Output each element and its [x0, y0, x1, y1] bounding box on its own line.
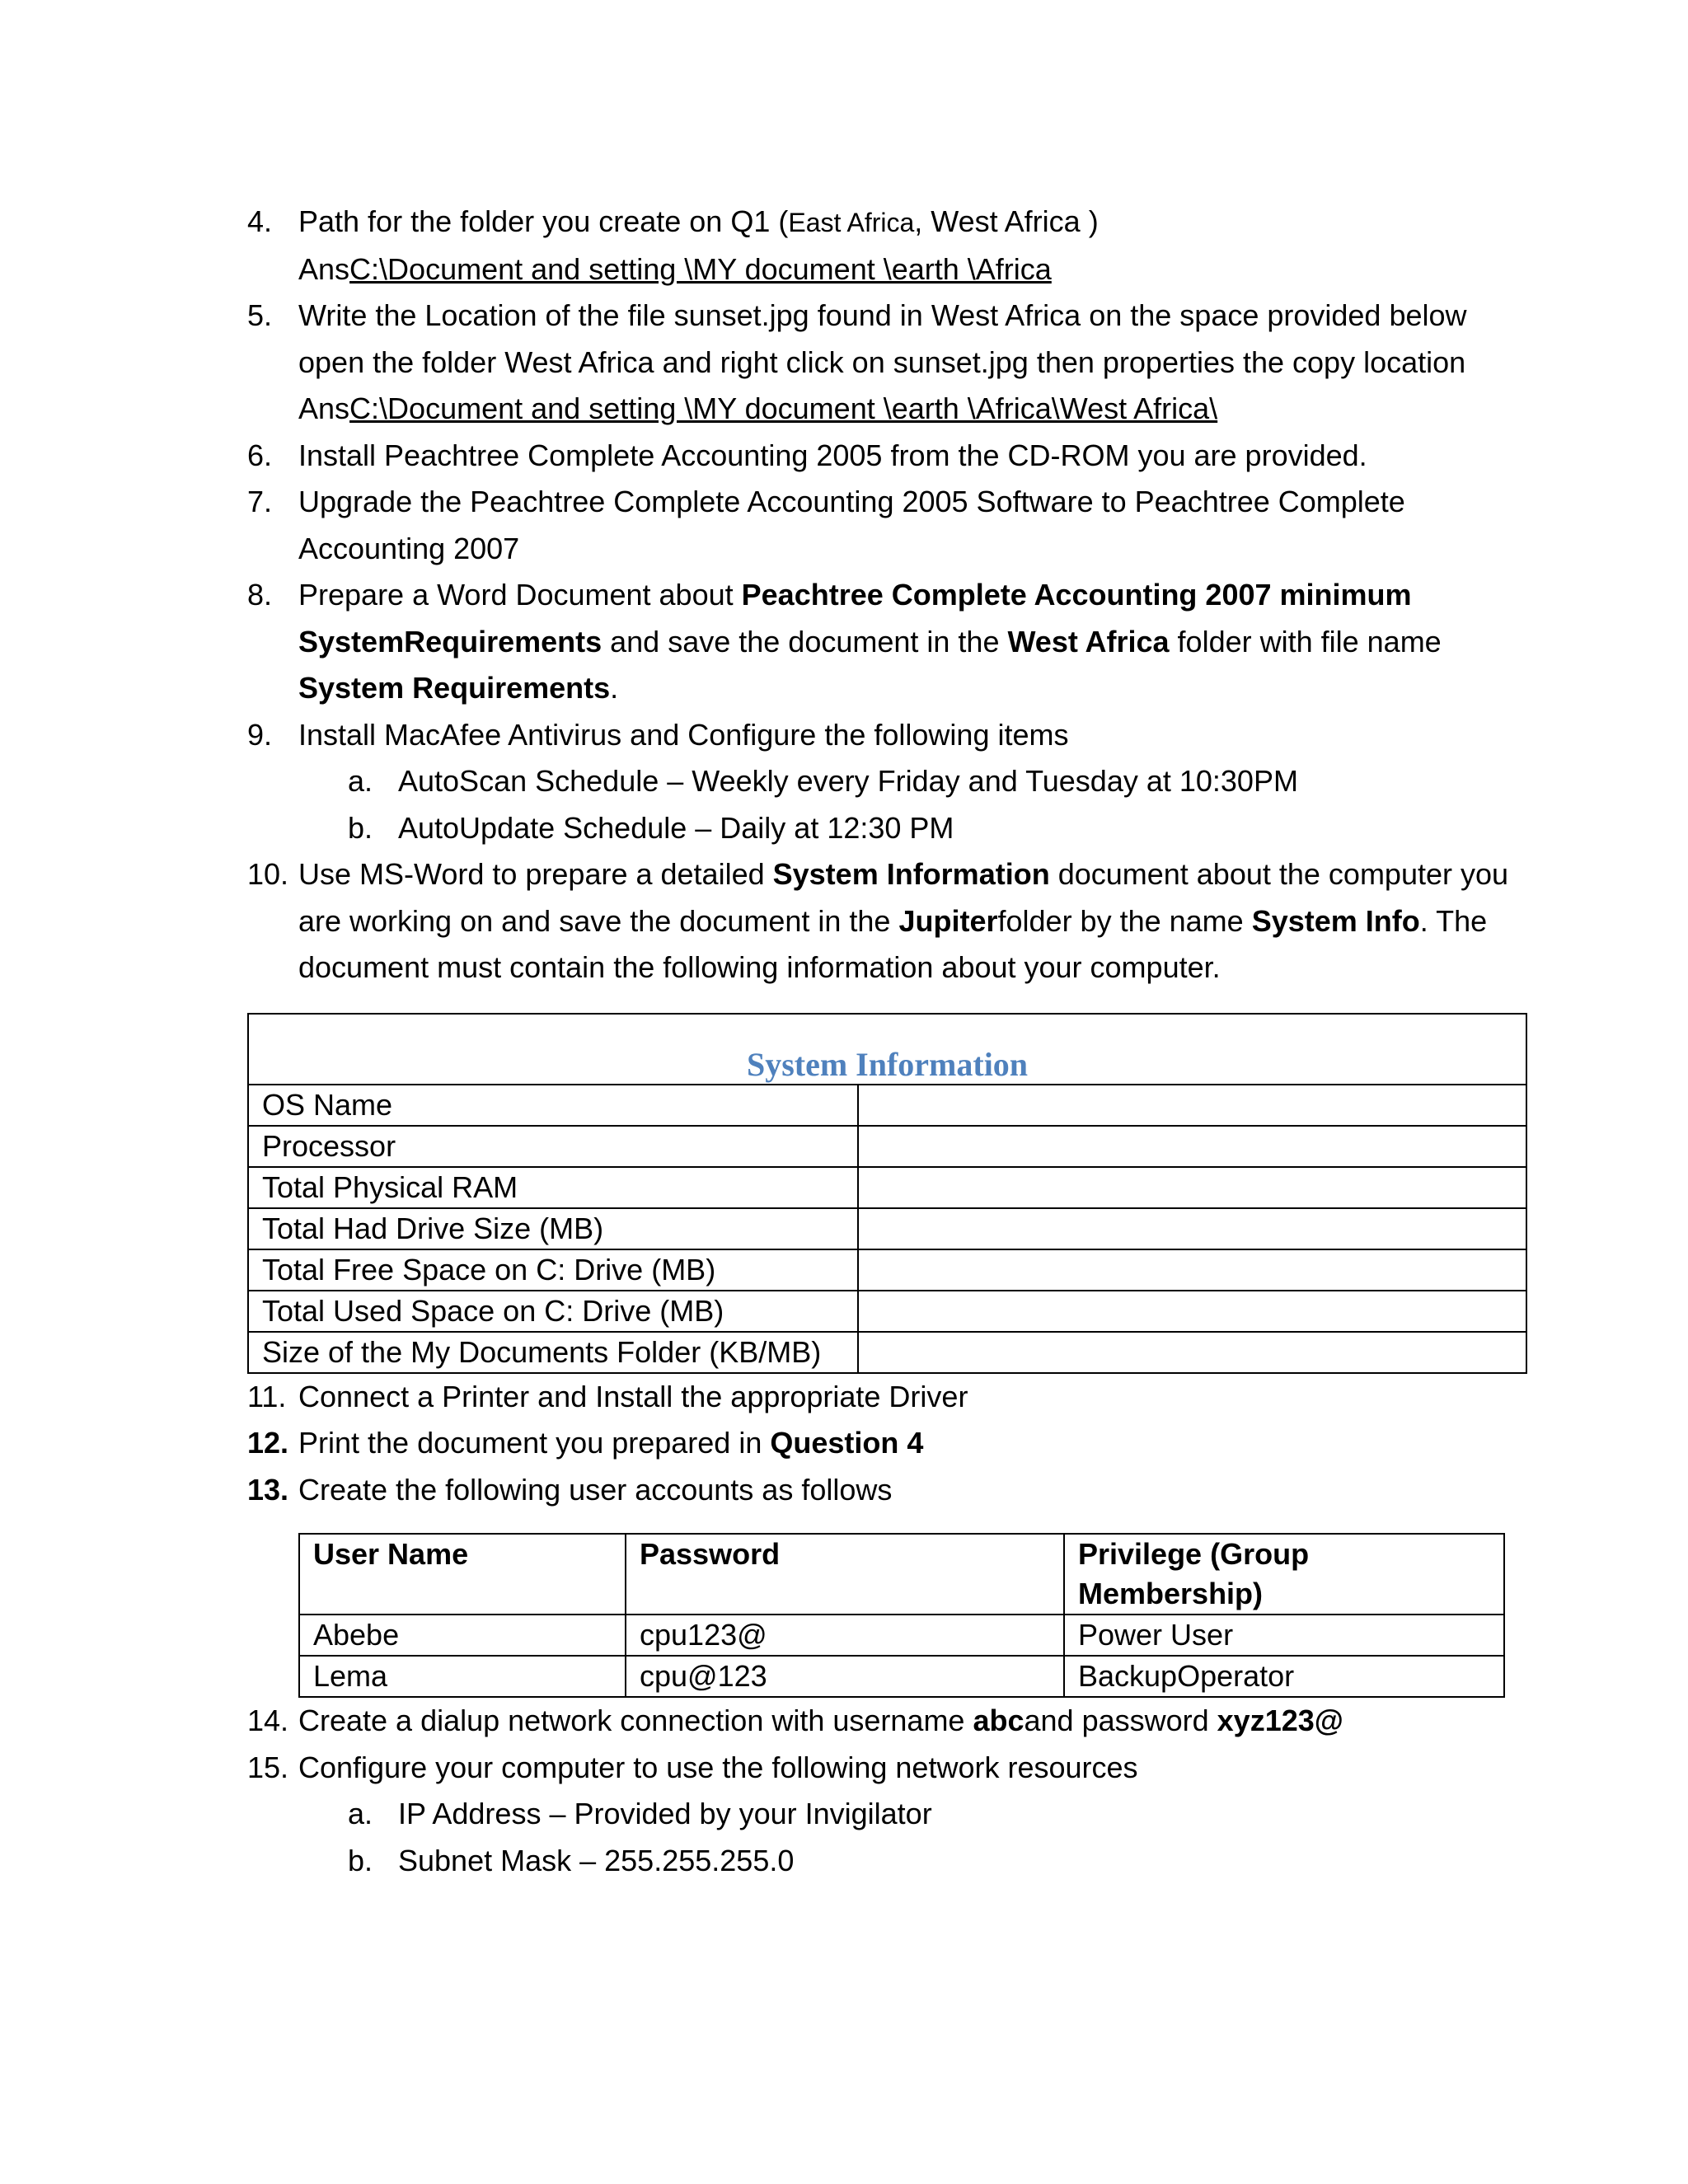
- privilege-cell: Power User: [1064, 1615, 1504, 1656]
- question-5: [247, 293, 1533, 433]
- question-text: folder by the name: [997, 903, 1252, 938]
- question-bold-text: Question 4: [770, 1426, 924, 1460]
- question-number: 6.: [247, 438, 273, 472]
- user-name-cell: Abebe: [299, 1615, 626, 1656]
- answer-path: C:\Document and setting \MY document \earth \Africa\West Africa\: [349, 391, 1218, 425]
- table-title: System Information: [248, 1014, 1526, 1085]
- sub-item-text: AutoScan Schedule – Weekly every Friday and Tuesday at 10:30PM: [398, 764, 1298, 798]
- sub-item-text: Subnet Mask – 255.255.255.0: [398, 1843, 795, 1877]
- question-text: Install MacAfee Antivirus and Configure the following items: [298, 717, 1069, 752]
- question-9: [247, 712, 1533, 759]
- question-4: [247, 199, 1533, 293]
- question-number: 9.: [247, 717, 273, 752]
- row-value: [858, 1249, 1526, 1291]
- table-row: [299, 1615, 1504, 1656]
- question-text: Upgrade the Peachtree Complete Accounting 2005 Software to Peachtree Complete Accounting 2007: [298, 485, 1405, 565]
- row-label: Total Physical RAM: [248, 1167, 858, 1208]
- question-bold-text: West Africa: [1007, 624, 1170, 658]
- table-row: [248, 1208, 1526, 1249]
- row-value: [858, 1085, 1526, 1126]
- question-text: . The document must contain the following information about your computer.: [298, 903, 1488, 984]
- question-10: [247, 851, 1533, 991]
- row-value: [858, 1167, 1526, 1208]
- answer-label: Ans: [298, 251, 350, 286]
- system-information-table: [247, 1013, 1527, 1374]
- row-label: Processor: [248, 1126, 858, 1167]
- question-11: [247, 1374, 1533, 1421]
- question-number: 4.: [247, 204, 273, 238]
- question-number: 12.: [247, 1426, 289, 1460]
- question-text: Path for the folder you create on Q1 (: [298, 204, 789, 238]
- question-text-small: East Africa: [788, 208, 915, 237]
- question-text: folder with file name: [1169, 624, 1442, 658]
- question-number: 8.: [247, 578, 273, 612]
- question-15: [247, 1745, 1533, 1792]
- question-text: and password: [1024, 1704, 1217, 1737]
- answer-path: C:\Document and setting \MY document \earth \Africa: [349, 251, 1052, 286]
- answer-label: Ans: [298, 391, 350, 425]
- user-accounts-table: [298, 1533, 1505, 1698]
- question-text: document about the computer you are working on and save the document in the: [298, 857, 1509, 938]
- row-label: Size of the My Documents Folder (KB/MB): [248, 1332, 858, 1373]
- sub-item: [247, 1838, 1533, 1885]
- question-text: Print the document you prepared in: [298, 1426, 771, 1460]
- row-label: Total Had Drive Size (MB): [248, 1208, 858, 1249]
- sub-item-text: AutoUpdate Schedule – Daily at 12:30 PM: [398, 810, 954, 845]
- question-8: [247, 572, 1533, 712]
- table-row: [248, 1291, 1526, 1332]
- question-text: Use MS-Word to prepare a detailed: [298, 857, 773, 891]
- privilege-cell: BackupOperator: [1064, 1656, 1504, 1697]
- table-row: [248, 1332, 1526, 1373]
- question-text: Prepare a Word Document about: [298, 578, 742, 612]
- question-bold-text: xyz123@: [1217, 1704, 1343, 1737]
- table-title-row: [248, 1014, 1526, 1085]
- question-bold-text: System Info: [1251, 903, 1420, 938]
- sub-item-letter: a.: [348, 1797, 373, 1830]
- question-12: [247, 1420, 1533, 1467]
- row-label: Total Used Space on C: Drive (MB): [248, 1291, 858, 1332]
- question-text: Connect a Printer and Install the appropriate Driver: [298, 1379, 968, 1413]
- row-label: Total Free Space on C: Drive (MB): [248, 1249, 858, 1291]
- question-text: Create the following user accounts as follows: [298, 1472, 893, 1507]
- row-label: OS Name: [248, 1085, 858, 1126]
- question-13: [247, 1467, 1533, 1514]
- question-bold-text: Jupiter: [898, 903, 998, 938]
- question-number: 13.: [247, 1472, 289, 1507]
- question-bold-text: System Information: [772, 857, 1050, 891]
- sub-item: [247, 758, 1533, 805]
- user-name-cell: Lema: [299, 1656, 626, 1697]
- sub-item: [247, 805, 1533, 852]
- row-value: [858, 1208, 1526, 1249]
- sub-item-text: IP Address – Provided by your Invigilator: [398, 1797, 932, 1830]
- table-row: [299, 1656, 1504, 1697]
- question-bold-text: Peachtree Complete Accounting 2007 minimum SystemRequirements: [298, 578, 1412, 658]
- row-value: [858, 1291, 1526, 1332]
- table-row: [248, 1126, 1526, 1167]
- table-row: [248, 1085, 1526, 1126]
- question-text: and save the document in the: [602, 624, 1008, 658]
- row-value: [858, 1126, 1526, 1167]
- question-7: [247, 479, 1533, 572]
- question-text-end: , West Africa ): [914, 204, 1099, 238]
- question-bold-text: System Requirements: [298, 671, 611, 705]
- question-text: .: [610, 671, 619, 705]
- question-text: Write the Location of the file sunset.jpg found in West Africa on the space provided below open the folder West Africa and right click on sunset.jpg then properties the copy location: [298, 298, 1467, 379]
- document-page: [247, 199, 1533, 1884]
- question-number: 14.: [247, 1704, 289, 1737]
- sub-item-letter: b.: [348, 810, 373, 845]
- sub-item-letter: a.: [348, 764, 373, 798]
- question-number: 15.: [247, 1750, 289, 1784]
- password-cell: cpu@123: [626, 1656, 1064, 1697]
- sub-item-letter: b.: [348, 1843, 373, 1877]
- question-text: Configure your computer to use the following network resources: [298, 1750, 1138, 1784]
- question-14: [247, 1698, 1533, 1745]
- column-header: Privilege (Group Membership): [1064, 1534, 1504, 1615]
- question-bold-text: abc: [973, 1704, 1025, 1737]
- password-cell: cpu123@: [626, 1615, 1064, 1656]
- question-number: 10.: [247, 857, 289, 891]
- column-header: Password: [626, 1534, 1064, 1615]
- row-value: [858, 1332, 1526, 1373]
- table-row: [248, 1167, 1526, 1208]
- question-6: [247, 433, 1533, 480]
- column-header: User Name: [299, 1534, 626, 1615]
- question-number: 11.: [247, 1379, 287, 1413]
- question-text: Create a dialup network connection with username: [298, 1704, 973, 1737]
- question-text: Install Peachtree Complete Accounting 2005 from the CD-ROM you are provided.: [298, 438, 1367, 472]
- sub-item: [247, 1791, 1533, 1838]
- question-number: 5.: [247, 298, 273, 332]
- question-number: 7.: [247, 485, 273, 518]
- table-header-row: [299, 1534, 1504, 1615]
- table-row: [248, 1249, 1526, 1291]
